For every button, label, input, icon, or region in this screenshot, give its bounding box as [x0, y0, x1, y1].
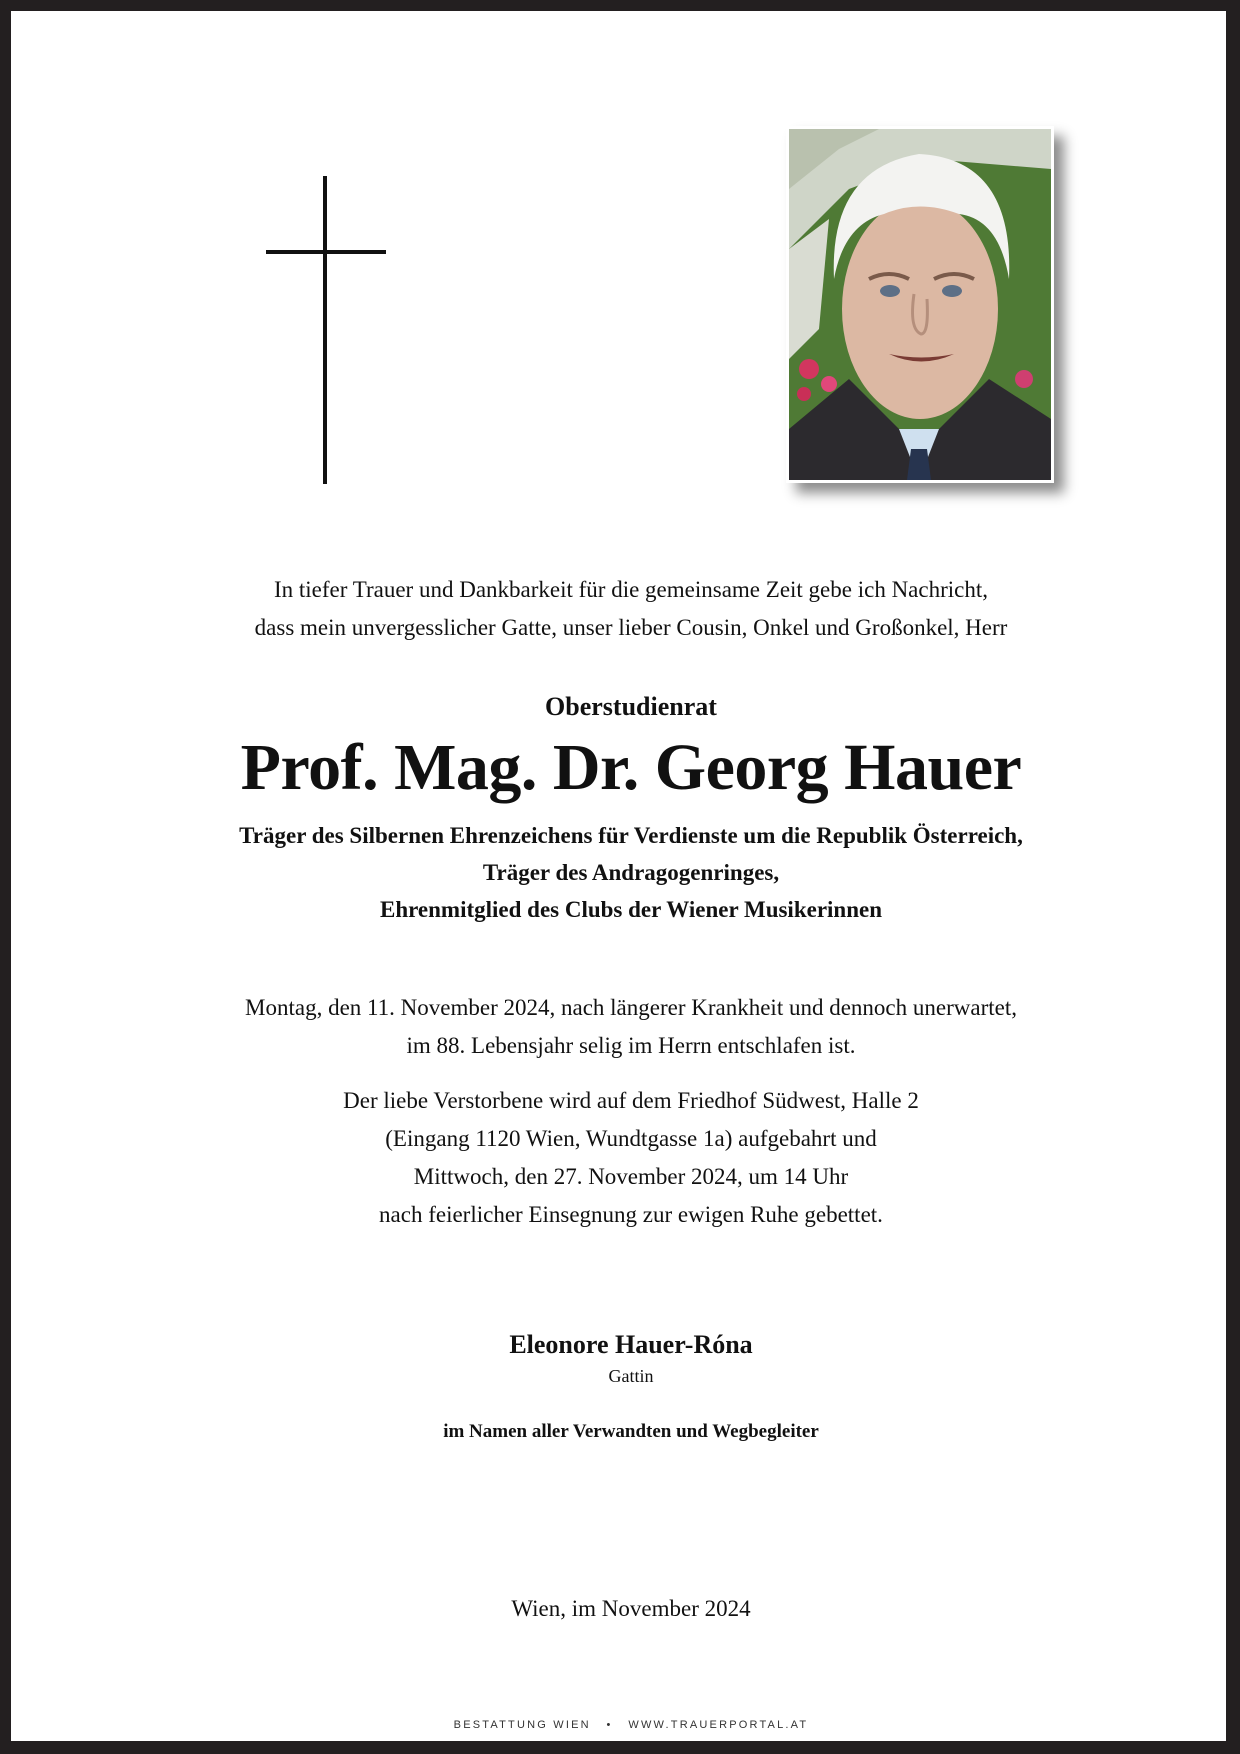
funeral-line: (Eingang 1120 Wien, Wundtgasse 1a) aufgebahrt und	[385, 1126, 877, 1151]
deceased-rank: Oberstudienrat	[545, 692, 717, 721]
footer-company: BESTATTUNG WIEN	[453, 1719, 591, 1731]
on-behalf-text: im Namen aller Verwandten und Wegbegleiter	[443, 1421, 819, 1442]
honor-line: Ehrenmitglied des Clubs der Wiener Musikerinnen	[379, 897, 883, 922]
death-line: Montag, den 11. November 2024, nach längerer Krankheit und dennoch unerwartet,	[245, 995, 1017, 1020]
funeral-line: Der liebe Verstorbene wird auf dem Friedhof Südwest, Halle 2	[343, 1088, 919, 1113]
signer-name: Eleonore Hauer-Róna	[509, 1330, 753, 1359]
cross-icon	[266, 176, 386, 484]
honor-line: Träger des Silbernen Ehrenzeichens für Verdienste um die Republik Österreich,	[239, 823, 1023, 848]
death-line: im 88. Lebensjahr selig im Herrn entschlafen ist.	[406, 1033, 856, 1058]
deceased-name: Prof. Mag. Dr. Georg Hauer	[240, 731, 1022, 804]
footer-website: WWW.TRAUERPORTAL.AT	[628, 1719, 809, 1731]
funeral-line: Mittwoch, den 27. November 2024, um 14 Uhr	[413, 1164, 849, 1189]
footer-separator: •	[606, 1719, 613, 1731]
signer-relation: Gattin	[608, 1366, 654, 1386]
footer	[11, 1717, 1240, 1733]
honor-line: Träger des Andragogenringes,	[482, 860, 780, 885]
death-notice	[11, 989, 1240, 1065]
place-date: Wien, im November 2024	[511, 1596, 751, 1621]
intro-text	[11, 571, 1240, 647]
intro-line: dass mein unvergesslicher Gatte, unser lieber Cousin, Onkel und Großonkel, Herr	[254, 615, 1008, 640]
funeral-line: nach feierlicher Einsegnung zur ewigen Ruhe gebettet.	[379, 1202, 883, 1227]
intro-line: In tiefer Trauer und Dankbarkeit für die gemeinsame Zeit gebe ich Nachricht,	[273, 577, 988, 602]
portrait-photo	[786, 126, 1054, 483]
deceased-honors	[11, 817, 1240, 928]
funeral-details	[11, 1082, 1240, 1234]
